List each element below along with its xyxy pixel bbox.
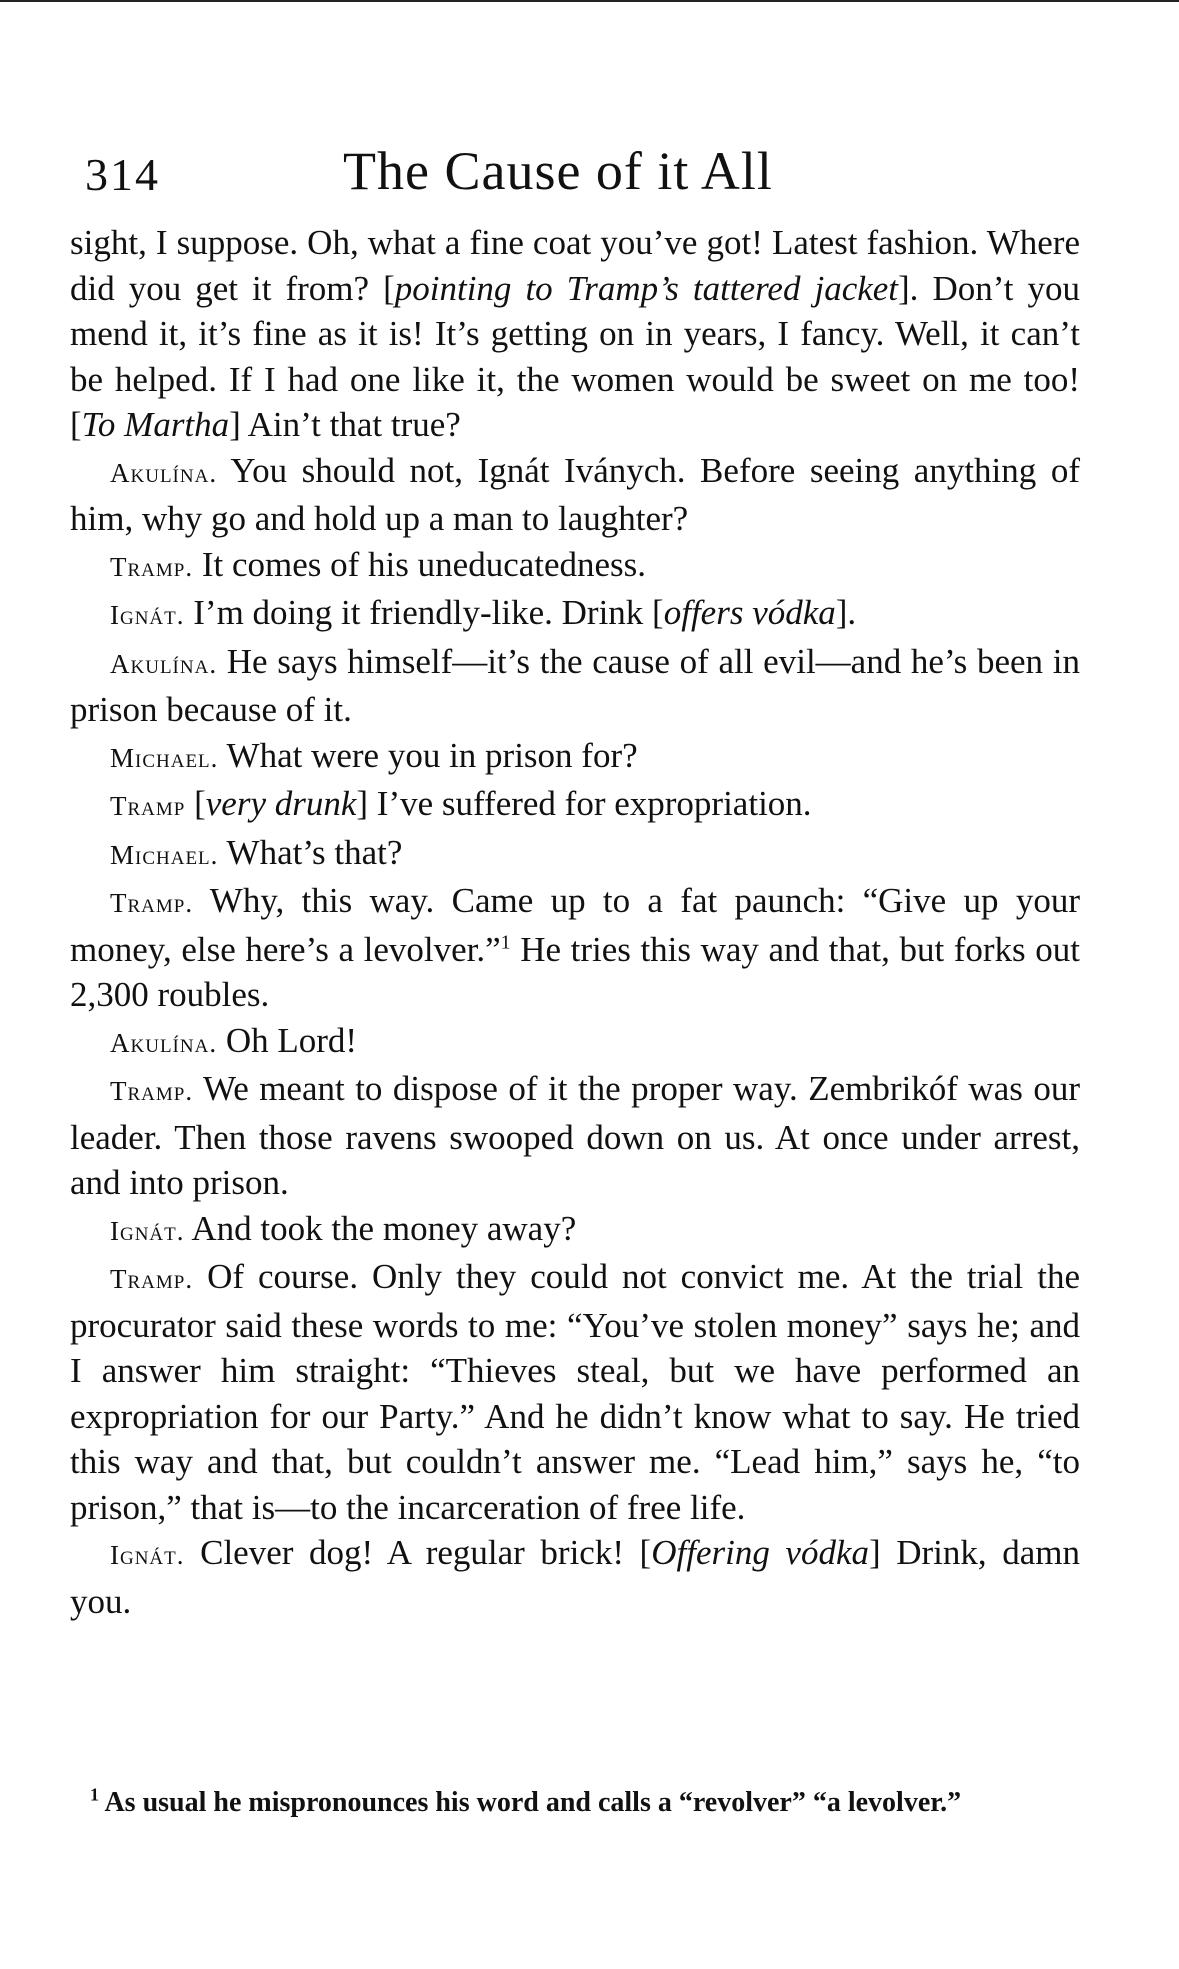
footnote-reference[interactable]: 1	[500, 930, 511, 953]
speaker-name: Michael.	[110, 839, 219, 870]
dialogue-text: Oh Lord!	[217, 1020, 358, 1060]
dialogue-paragraph	[70, 1206, 1080, 1255]
footnote-text: As usual he mispronounces his word and calls a “revolver” “a levolver.”	[99, 1787, 962, 1818]
speaker-name: Akulína.	[110, 1027, 218, 1058]
speaker-name: Tramp.	[110, 551, 194, 582]
page-body	[70, 220, 1080, 1624]
dialogue-paragraph	[70, 448, 1080, 542]
speaker-name: Ignát.	[110, 1215, 185, 1246]
stage-direction: Offering vódka	[651, 1533, 869, 1572]
speaker-name: Tramp.	[110, 1076, 194, 1106]
dialogue-text: I’m doing it friendly-like. Drink [	[184, 593, 664, 632]
dialogue-paragraph	[70, 1066, 1080, 1206]
dialogue-paragraph	[70, 590, 1080, 639]
dialogue-text: And took the money away?	[184, 1208, 577, 1248]
dialogue-paragraph	[70, 781, 1080, 830]
paragraph-text: ]. Don’t you mend it, it’s fine as it is! It’s getting on in years, I fancy. Well, it can’t be helped. If I had one like it, the women would be sweet on me too! [	[70, 268, 1080, 444]
top-rule	[0, 0, 1179, 2]
speaker-name: Ignát.	[110, 1540, 185, 1570]
page-header	[85, 140, 1085, 210]
dialogue-paragraph	[70, 1530, 1080, 1624]
page-number: 314	[85, 149, 160, 200]
paragraph-text: sight, I suppose. Oh, what a fine coat you’ve got! Latest fashion. Where did you get it from? [	[70, 223, 1080, 308]
dialogue-paragraph	[70, 830, 1080, 879]
dialogue-text: [	[185, 784, 206, 823]
dialogue-paragraph	[70, 1018, 1080, 1067]
stage-direction: pointing to Tramp’s tattered jacket	[394, 268, 899, 308]
dialogue-text: Clever dog! A regular brick! [	[184, 1533, 652, 1572]
dialogue-text: It comes of his uneducatedness.	[193, 544, 647, 584]
dialogue-paragraph	[70, 1254, 1080, 1530]
speaker-name: Tramp	[110, 791, 186, 821]
stage-direction: To Martha	[81, 405, 230, 444]
dialogue-text: Of course. Only they could not convict me. At the trial the procurator said these words to me: “You’ve stolen money” says he; and I answer him straight: “Thieves steal, but we have performed an expropriation for our Party.” And he didn’t know what to say. He tried this way and that, but couldn’t answer me. “Lead him,” says he, “to prison,” that is—to the incarceration of free life.	[70, 1257, 1080, 1527]
dialogue-text: Why, this way. Came up to a fat paunch: “Give up your money, else here’s a levolver.”	[70, 881, 1080, 969]
running-title: The Cause of it All	[343, 141, 773, 201]
stage-direction: offers vódka	[663, 593, 836, 632]
paragraph-continued	[70, 220, 1080, 448]
speaker-name: Ignát.	[110, 600, 185, 630]
dialogue-text: You should not, Ignát Iványch. Before seeing anything of him, why go and hold up a man to laughter?	[70, 450, 1080, 538]
footnote-mark: 1	[90, 1784, 99, 1805]
speaker-name: Tramp.	[110, 1264, 194, 1294]
dialogue-paragraph	[70, 542, 1080, 591]
dialogue-paragraph	[70, 733, 1080, 782]
dialogue-text: ] I’ve suffered for expropriation.	[356, 784, 812, 823]
dialogue-text: He says himself—it’s the cause of all evil—and he’s been in prison because of it.	[70, 641, 1080, 729]
dialogue-paragraph	[70, 878, 1080, 1018]
dialogue-text: What’s that?	[218, 832, 403, 872]
dialogue-text: ].	[835, 593, 857, 632]
speaker-name: Tramp.	[110, 888, 194, 918]
footnote	[60, 1784, 1070, 1822]
paragraph-text: ] Ain’t that true?	[229, 405, 461, 444]
dialogue-text: He tries this way and that, but forks out 2,300 roubles.	[70, 929, 1080, 1014]
speaker-name: Michael.	[110, 742, 219, 773]
dialogue-text: We meant to dispose of it the proper way. Zembrikóf was our leader. Then those ravens swooped down on us. At once under arrest, and into prison.	[70, 1069, 1080, 1202]
dialogue-text: What were you in prison for?	[218, 735, 638, 775]
speaker-name: Akulína.	[110, 457, 218, 488]
stage-direction: very drunk	[205, 784, 357, 823]
dialogue-text: ] Drink, damn you.	[70, 1533, 1080, 1621]
speaker-name: Akulína.	[110, 648, 218, 679]
dialogue-paragraph	[70, 639, 1080, 733]
